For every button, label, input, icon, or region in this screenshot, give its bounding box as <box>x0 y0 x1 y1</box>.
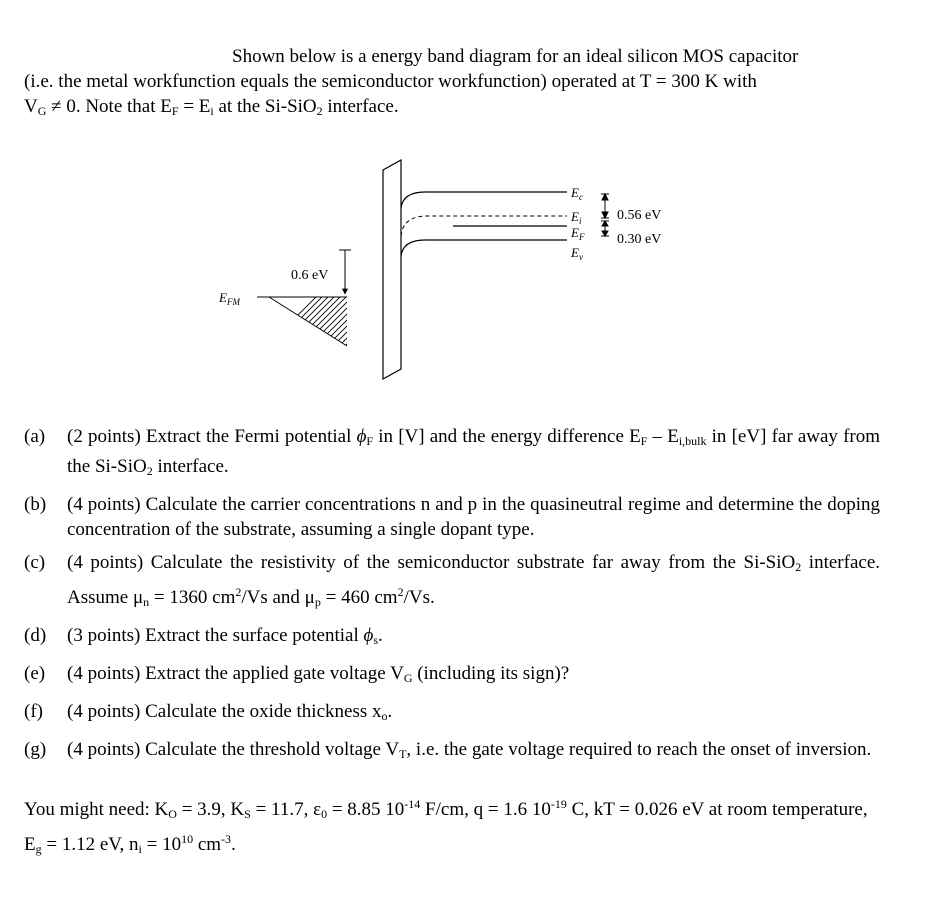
part-a: (a) (2 points) Extract the Fermi potential $\phi_F$ in [V] and the energy difference $E_F - E_{i,bulk}$ in [eV] far away from the Si-SiO$_2$ interface. <box>24 426 881 478</box>
metal-region <box>257 296 395 348</box>
ef-label: $E_F$ <box>571 225 585 242</box>
problem-intro <box>24 44 876 124</box>
efm-label: $E_{FM}$ <box>219 290 240 307</box>
part-g: (g) (4 points) Calculate the threshold voltage $V_T$, i.e. the gate voltage required to reach the onset of inversion. <box>24 739 872 761</box>
gap-arrows <box>601 194 609 236</box>
oxide-layer <box>383 160 401 379</box>
question-parts <box>24 424 880 775</box>
bending-label: 0.6 eV <box>291 268 329 283</box>
part-b: (b) (4 points) Calculate the carrier concentrations n and p in the quasineutral regime and determine the doping concentration of the substrate, assuming a single dopant type. <box>24 494 880 540</box>
ec-label: $E_c$ <box>571 185 583 202</box>
intro-line-2: (i.e. the metal workfunction equals the semiconductor workfunction) operated at T = 300 K with <box>24 71 757 92</box>
part-d: (d) (3 points) Extract the surface potential $\phi_s$. <box>24 625 383 647</box>
part-f: (f) (4 points) Calculate the oxide thickness $x_o$. <box>24 701 393 723</box>
ev-band <box>401 240 567 256</box>
intro-line-1: Shown below is a energy band diagram for an ideal silicon MOS capacitor <box>232 46 799 67</box>
intro-line-3: $V_G \ne 0$. Note that $E_F = E_i$ at the Si-SiO$_2$ interface. <box>24 96 399 118</box>
ei-label: $E_i$ <box>571 209 582 226</box>
gap-030-label: 0.30 eV <box>617 232 662 247</box>
constants-note: You might need: $K_O = 3.9$, $K_S = 11.7$, $\varepsilon_0 = 8.85$ $10^{-14}$ F/cm, q = 1.6 $10^{-19}$ C, kT = 0.026 eV at room temperature, $E_g = 1.12$ eV, $n_i = 10^{10}$ $cm^{-3}$. <box>24 797 868 856</box>
ec-band <box>401 192 567 208</box>
gap-056-label: 0.56 eV <box>617 208 662 223</box>
part-e: (e) (4 points) Extract the applied gate voltage $V_G$ (including its sign)? <box>24 663 570 685</box>
part-c: (c) (4 points) Calculate the resistivity of the semiconductor substrate far away from the Si-SiO$_2$ interface. Assume $\mu_n = 1360$ $cm^2/Vs$ and $\mu_p = 460$ $cm^2/Vs$. <box>24 552 881 609</box>
bending-arrow <box>339 250 351 294</box>
energy-band-diagram <box>205 158 685 386</box>
ev-label: $E_v$ <box>571 245 583 262</box>
semiconductor-bands <box>401 192 567 256</box>
metal-hatching <box>265 296 395 348</box>
